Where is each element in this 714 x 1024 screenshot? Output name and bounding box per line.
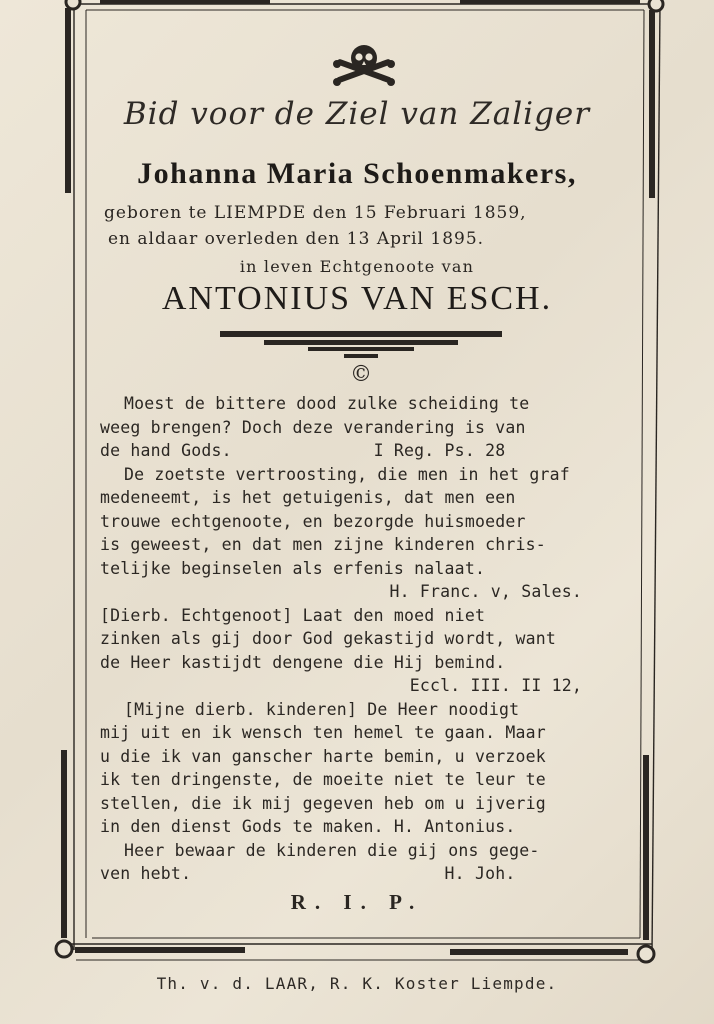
text-line: [Dierb. Echtgenoot] Laat den moed niet: [100, 605, 486, 625]
text-line: de Heer kastijdt dengene die Hij bemind.: [100, 652, 506, 672]
text-line: H. Franc. v, Sales.: [389, 582, 582, 601]
text-line: mij uit en ik wensch ten hemel te gaan. Maar: [100, 723, 546, 742]
text-line: in den dienst Gods te maken. H. Antonius.: [100, 817, 516, 836]
text-line: ven hebt. H. Joh.: [100, 864, 516, 883]
rip-closing: R. I. P.: [290, 890, 424, 914]
text-line: stellen, die ik mij gegeven heb om u ijverig: [100, 793, 546, 813]
text-line: trouwe echtgenoote, en bezorgde huismoeder: [100, 511, 526, 531]
text-line: Eccl. III. II 12,: [409, 676, 582, 695]
text-line: medeneemt, is het getuigenis, dat men een: [100, 488, 516, 507]
deceased-name: Johanna Maria Schoenmakers,: [137, 157, 577, 190]
birth-line: geboren te LIEMPDE den 15 Februari 1859,: [104, 203, 527, 223]
death-line: en aldaar overleden den 13 April 1895.: [108, 229, 485, 249]
text-line: telijke beginselen als erfenis nalaat.: [100, 558, 486, 578]
text-line: de hand Gods. I Reg. Ps. 28: [100, 441, 506, 460]
text-line: weeg brengen? Doch deze verandering is van: [100, 417, 526, 437]
text-line: De zoetste vertroosting, die men in het graf: [124, 464, 570, 484]
text-line: zinken als gij door God gekastijd wordt, want: [100, 629, 557, 648]
memorial-text: [100, 392, 614, 886]
skull-and-crossbones-icon: [333, 42, 395, 92]
bar-divider-with-copyright-icon: [220, 327, 502, 385]
text-line: ik ten dringenste, de moeite niet te leur te: [100, 770, 546, 789]
text-line: u die ik van ganscher harte bemin, u verzoek: [100, 746, 546, 766]
spouse-intro: in leven Echtgenoote van: [239, 257, 475, 276]
printer-credit: Th. v. d. LAAR, R. K. Koster Liempde.: [156, 974, 558, 993]
card-heading: Bid voor de Ziel van Zaliger: [123, 96, 591, 132]
text-line: [Mijne dierb. kinderen] De Heer noodigt: [124, 699, 520, 719]
spouse-name: ANTONIUS VAN ESCH.: [161, 280, 553, 317]
text-line: Moest de bittere dood zulke scheiding te: [124, 394, 530, 413]
text-line: Heer bewaar de kinderen die gij ons gege-: [124, 840, 540, 860]
copyright-glyph: ©: [350, 362, 372, 385]
text-line: is geweest, en dat men zijne kinderen chris-: [100, 535, 546, 554]
